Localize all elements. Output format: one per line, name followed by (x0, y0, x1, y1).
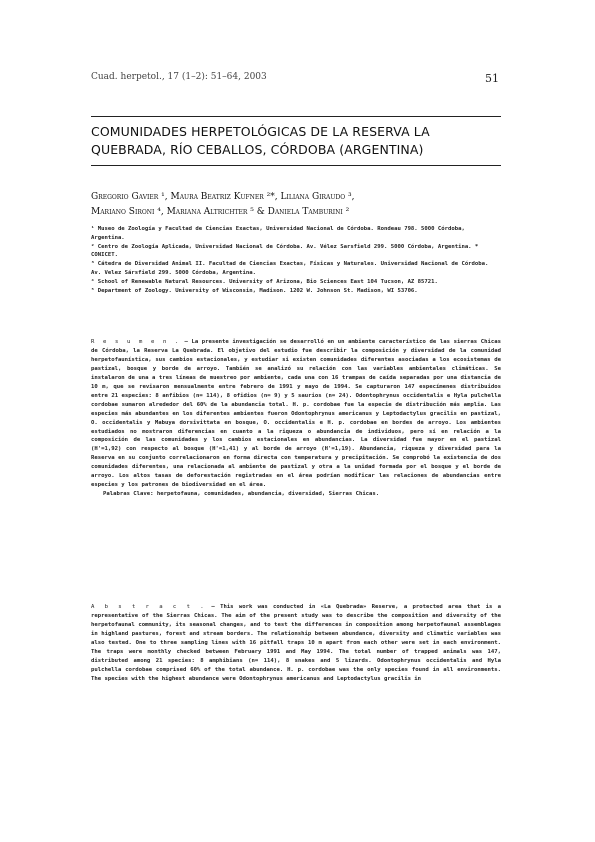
abstract-section (91, 603, 501, 684)
resumen-text: — La presente investigación se desarrolló en un ambiente característico de las sierras Chicas de Córdoba, la Reserva La Quebrada. El objetivo del estudio fue describir la composición y diversidad de la comunidad herpetofaunística, sus cambios estacionales, y estudiar si existen comunidades diferentes asociadas a los ecosistemas de pastizal, bosque y borde de arroyo. También se analizó su relación con las variables ambientales climáticas. Se instalaron de una a tres líneas de muestreo por ambiente, cada una con 16 trampas de caída separadas por una distancia de 10 m, que se revisaron mensualmente entre febrero de 1991 y mayo de 1994. Se capturaron 147 especímenes distribuidos entre 21 especies: 8 anfibios (n= 114), 8 ofidios (n= 9) y 5 saurios (n= 24). Odontophrynus occidentalis e Hyla pulchella cordobae sumaron alrededor del 60% de la abundancia total. H. p. cordobae fue la especie de distribución más amplia. Las especies más abundantes en los diferentes ambientes fueron Odontophrynus americanus y Leptodactylus gracilis en pastizal, O. occidentalis y Mabuya dorsivittata en bosque, O. occidentalis e H. p. cordobae en bordes de arroyo. Los ambientes estudiados no mostraron diferencias en cuanto a la riqueza o abundancia de individuos, pero sí en relación a la composición de las comunidades y los cambios estacionales en abundancias. La diversidad fue mayor en el pastizal (H'=1,92) con respecto al bosque (H'=1,41) y al borde de arroyo (H'=1,19). Abundancia, riqueza y diversidad para la Reserva en su conjunto correlacionaron en forma directa con temperatura y precipitación. Se comprobó la existencia de dos comunidades diferentes, una relacionada al ambiente de pastizal y otra a la unidad formada por el bosque y el borde de arroyo. Los altos tasas de deforestación registradas en el área podrían modificar las relaciones de abundancias entre especies y los patrones de biodiversidad en el área. (91, 339, 501, 489)
running-header (91, 72, 499, 85)
authors-line-2: Mariano Sironi ⁴, Mariana Altrichter ⁵ & Daniela Tamburini ² (91, 207, 350, 217)
resumen-keywords: Palabras Clave: herpetofauna, comunidades, abundancia, diversidad, Sierras Chicas. (103, 491, 380, 498)
title-top-rule (91, 116, 501, 117)
title-line-1: COMUNIDADES HERPETOLÓGICAS DE LA RESERVA LA (91, 124, 430, 139)
affiliations (91, 225, 501, 295)
abstract-heading: A b s t r a c t . (91, 604, 207, 610)
resumen-section (91, 338, 501, 499)
affiliation-2: ² Centro de Zoología Aplicada, Universidad Nacional de Córdoba. Av. Vélez Sarsfield 299. 5000 Córdoba, Argentina. * CONICET. (91, 243, 479, 259)
resumen-heading: R e s u m e n . (91, 339, 181, 345)
affiliation-5: ⁵ Department of Zoology. University of Wisconsin, Madison. 1202 W. Johnson St. Madison, WI 53706. (91, 287, 418, 294)
resumen-paragraph (91, 338, 501, 490)
affiliation-3: ³ Cátedra de Diversidad Animal II. Facultad de Ciencias Exactas, Físicas y Naturales. Universidad Nacional de Córdoba. Av. Velez Sársfield 299. 5000 Córdoba, Argentina. (91, 261, 489, 276)
title-bottom-rule (91, 165, 501, 166)
authors-line-1: Gregorio Gavier ¹, Maura Beatriz Kufner ²*, Liliana Giraudo ³, (91, 192, 355, 202)
journal-citation: Cuad. herpetol., 17 (1–2): 51–64, 2003 (91, 72, 267, 82)
affiliation-4: ⁴ School of Renewable Natural Resources. University of Arizona, Bio Sciences East 104 Tucson, AZ 85721. (91, 278, 438, 285)
abstract-paragraph (91, 603, 501, 684)
article-title (91, 123, 501, 159)
affiliation-1: ¹ Museo de Zoología y Facultad de Ciencias Exactas, Universidad Nacional de Córdoba. Rondeau 798. 5000 Córdoba, Argentina. (91, 226, 465, 241)
author-list (91, 190, 501, 220)
page-number: 51 (485, 72, 499, 85)
title-line-2: QUEBRADA, RÍO CEBALLOS, CÓRDOBA (ARGENTINA) (91, 142, 424, 157)
abstract-text: — This work was conducted in «La Quebrada» Reserve, a protected area that is a representative of the Sierras Chicas. The aim of the present study was to describe the composition and diversity of the herpetofaunal community, its seasonal changes, and to test the differences in composition among herpetofaunal assemblages in highland pastures, forest and stream borders. The relationship between abundance, diversity and climatic variables was also tested. One to three sampling lines with 16 pitfall traps 10 m apart from each other were set in each environment. The traps were monthly checked between February 1991 and May 1994. The total number of trapped animals was 147, distributed among 21 species: 8 amphibians (n= 114), 8 snakes and 5 lizards. Odontophrynus occidentalis and Hyla pulchella cordobae comprised 60% of the total abundance. H. p. cordobae was the only species found in all environments. The species with the highest abundance were Odontophrynus americanus and Leptodactylus gracilis in (91, 604, 501, 682)
